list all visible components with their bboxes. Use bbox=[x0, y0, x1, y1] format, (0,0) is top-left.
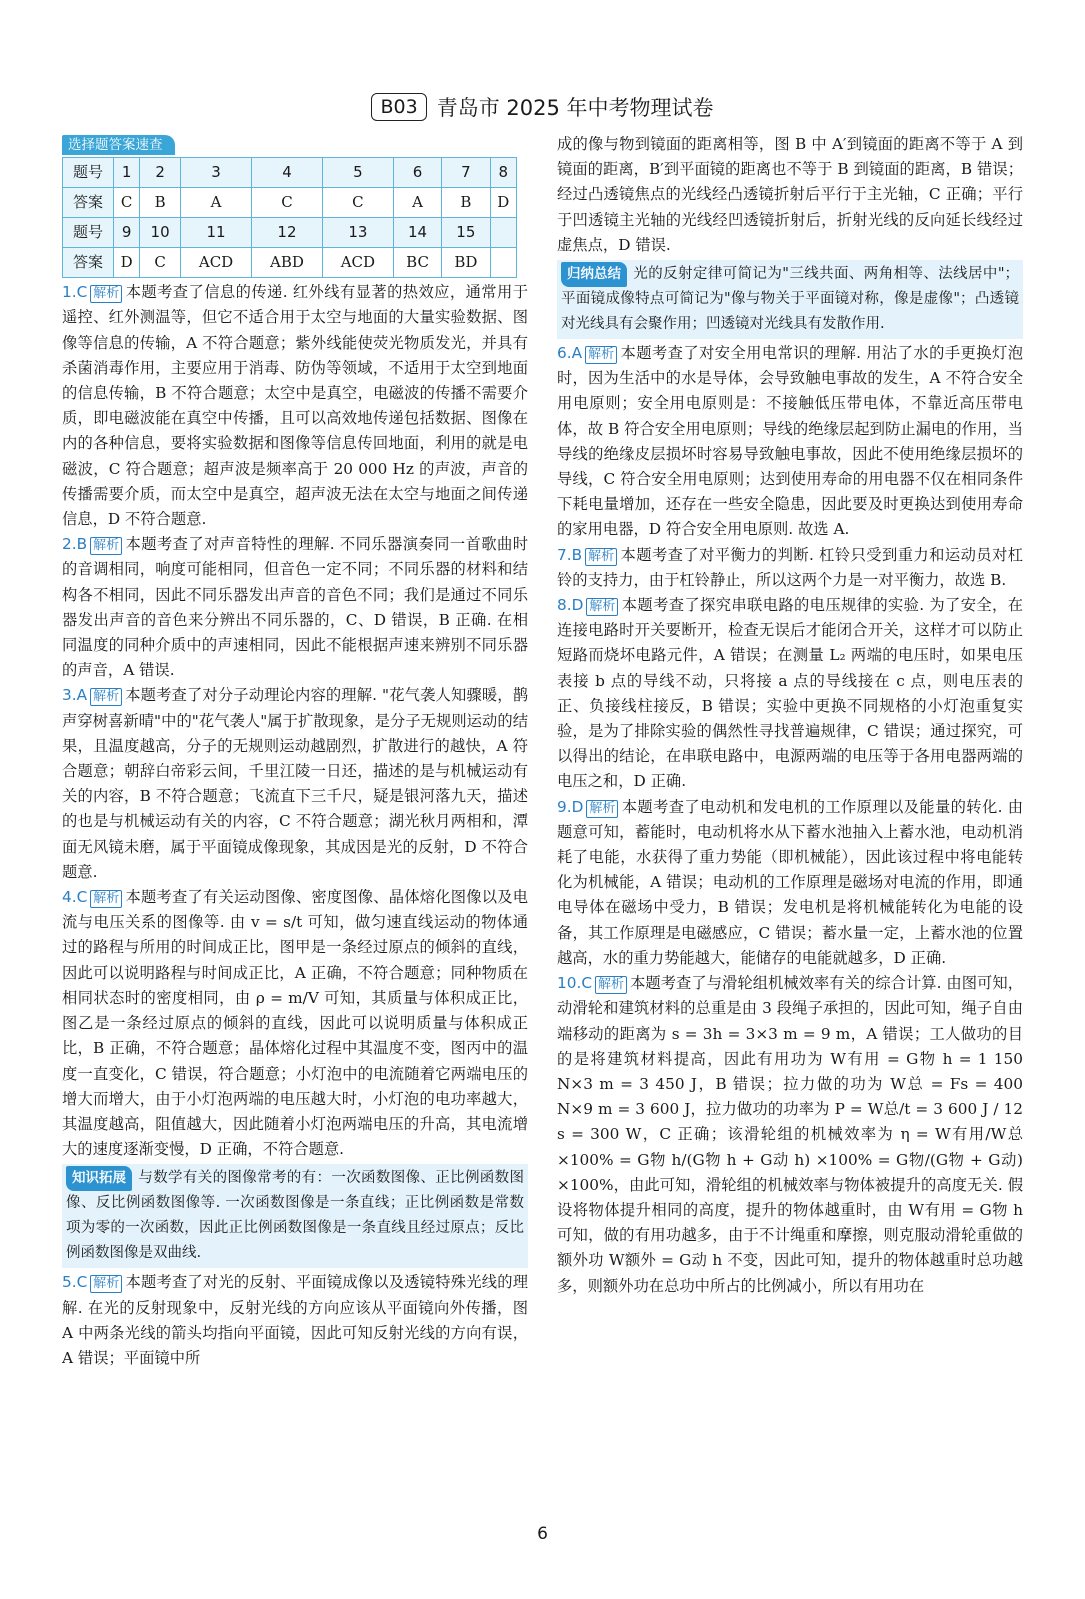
answer-cell: B bbox=[442, 188, 491, 218]
question-number: 3.A bbox=[62, 686, 88, 705]
question-number-cell: 6 bbox=[394, 158, 442, 188]
answer-cell: ABD bbox=[252, 248, 322, 278]
question-number-cell: 11 bbox=[180, 218, 251, 248]
answer-cell: B bbox=[140, 188, 181, 218]
answer-label: 答案 bbox=[63, 248, 114, 278]
answer-item-7 bbox=[557, 543, 1023, 593]
question-number-cell: 10 bbox=[140, 218, 181, 248]
analysis-tag: 解析 bbox=[585, 346, 617, 364]
answer-text: 本题考查了有关运动图像、密度图像、晶体熔化图像以及电流与电压关系的图像等. 由 v = s/t 可知，做匀速直线运动的物体通过的路程与所用的时间成正比，图甲是一条经过原点的倾斜的直线，因此可以说明路程与时间成正比，A 正确，不符合题意；同种物质在相同状态时的密度相同，由 ρ = m/V 可知，其质量与体积成正比，图乙是一条经过原点的倾斜的直线，因此可以说明质量与体积成正比，B 正确，不符合题意；晶体熔化过程中其温度不变，图丙中的温度一直变化，C 错误，符合题意；小灯泡中的电流随着它两端电压的增大而增大，由于小灯泡两端的电压越大时，小灯泡的电功率越大，其温度越高，阻值越大，因此随着小灯泡两端电压的升高，其电流增大的速度逐渐变慢，D 正确，不符合题意. bbox=[62, 888, 528, 1159]
summary-label: 归纳总结 bbox=[561, 262, 627, 287]
answer-cell: C bbox=[140, 248, 181, 278]
answer-text: 本题考查了对平衡力的判断. 杠铃只受到重力和运动员对杠铃的支持力，由于杠铃静止，所以这两个力是一对平衡力，故选 B. bbox=[557, 545, 1023, 589]
question-number: 8.D bbox=[557, 596, 584, 615]
answer-cell: ACD bbox=[322, 248, 393, 278]
answer-item-5 bbox=[62, 1270, 528, 1371]
question-number: 4.C bbox=[62, 888, 88, 907]
answer-cell: D bbox=[114, 248, 140, 278]
answer-cell: BD bbox=[442, 248, 491, 278]
question-number: 10.C bbox=[557, 974, 593, 993]
question-number-cell: 9 bbox=[114, 218, 140, 248]
question-number-cell: 5 bbox=[322, 158, 393, 188]
analysis-tag: 解析 bbox=[586, 800, 618, 818]
answer-cell: BC bbox=[394, 248, 442, 278]
answer-cell: ACD bbox=[180, 248, 251, 278]
answer-table-caption: 选择题答案速查 bbox=[62, 135, 175, 155]
analysis-tag: 解析 bbox=[90, 890, 122, 908]
question-number-label: 题号 bbox=[63, 158, 114, 188]
analysis-tag: 解析 bbox=[586, 598, 618, 616]
answer-cell: A bbox=[180, 188, 251, 218]
answer-item-6 bbox=[557, 341, 1023, 543]
answer-text: 本题考查了对安全用电常识的理解. 用沾了水的手更换灯泡时，因为生活中的水是导体，会导致触电事故的发生，A 不符合安全用电原则；安全用电原则是：不接触低压带电体，不靠近高压带电体，故 B 符合安全用电原则；导线的绝缘层起到防止漏电的作用，当导线的绝缘皮层损坏时容易导致触电事故，因此不使用绝缘层损坏的导线，C 符合安全用电原则；达到使用寿命的用电器不仅在相同条件下耗电量增加，还存在一些安全隐患，因此要及时更换达到使用寿命的家用电器，D 符合安全用电原则. 故选 A. bbox=[557, 344, 1023, 539]
answer-text: 本题考查了对分子动理论内容的理解. "花气袭人知骤暖，鹊声穿树喜新晴"中的"花气袭人"属于扩散现象，是分子无规则运动的结果，且温度越高，分子的无规则运动越剧烈，扩散进行的越快，A 符合题意；朝辞白帝彩云间，千里江陵一日还，描述的是与机械运动有关的内容，B 不符合题意；飞流直下三千尺，疑是银河落九天，描述的也是与机械运动有关的内容，C 不符合题意；湖光秋月两相和，潭面无风镜未磨，属于平面镜成像现象，其成因是光的反射，D 不符合题意. bbox=[62, 686, 528, 881]
answer-table bbox=[62, 157, 517, 278]
right-column bbox=[557, 132, 1023, 1299]
answer-text: 本题考查了对光的反射、平面镜成像以及透镜特殊光线的理解. 在光的反射现象中，反射光线的方向应该从平面镜向外传播，图 A 中两条光线的箭头均指向平面镜，因此可知反射光线的方向有误，A 错误；平面镜中所 bbox=[62, 1273, 528, 1367]
question-number-cell bbox=[490, 218, 516, 248]
analysis-tag: 解析 bbox=[90, 1275, 122, 1293]
answer-cell: C bbox=[114, 188, 140, 218]
question-number-cell: 8 bbox=[490, 158, 516, 188]
question-number-cell: 13 bbox=[322, 218, 393, 248]
question-number-cell: 14 bbox=[394, 218, 442, 248]
question-number-row bbox=[63, 158, 517, 188]
question-number: 9.D bbox=[557, 797, 584, 816]
question-number-cell: 15 bbox=[442, 218, 491, 248]
analysis-tag: 解析 bbox=[90, 688, 122, 706]
knowledge-extension-label: 知识拓展 bbox=[66, 1166, 132, 1191]
left-column bbox=[62, 132, 528, 1371]
question-number-label: 题号 bbox=[63, 218, 114, 248]
answer-cell: A bbox=[394, 188, 442, 218]
analysis-tag: 解析 bbox=[90, 537, 122, 555]
question-number-cell: 7 bbox=[442, 158, 491, 188]
answer-cell bbox=[490, 248, 516, 278]
answer-row bbox=[63, 188, 517, 218]
answer-cell: C bbox=[322, 188, 393, 218]
answer-item-8 bbox=[557, 593, 1023, 795]
answer-text: 本题考查了信息的传递. 红外线有显著的热效应，通常用于遥控、红外测温等，但它不适合用于太空与地面的大量实验数据、图像等信息的传输，A 不符合题意；紫外线能使荧光物质发光，并具有杀菌消毒作用，主要应用于消毒、防伪等领域，不适用于太空到地面的信息传输，B 不符合题意；太空中是真空，电磁波的传播不需要介质，即电磁波能在真空中传播，且可以高效地传递包括数据、图像在内的各种信息，要将实验数据和图像等信息传回地面，利用的就是电磁波，C 符合题意；超声波是频率高于 20 000 Hz 的声波，声音的传播需要介质，而太空中是真空，超声波无法在太空与地面之间传递信息，D 不符合题意. bbox=[62, 283, 528, 529]
answer-quick-check bbox=[62, 132, 528, 278]
page-number: 6 bbox=[537, 1524, 548, 1544]
question-number: 1.C bbox=[62, 283, 88, 302]
answer-item-5-continued bbox=[557, 132, 1023, 258]
answer-row bbox=[63, 248, 517, 278]
answer-text: 本题考查了探究串联电路的电压规律的实验. 为了安全，在连接电路时开关要断开，检查无误后才能闭合开关，这样才可以防止短路而烧坏电路元件，A 错误；在测量 L₂ 两端的电压时，如果电压表接 b 点的导线不动，只将接 a 点的导线接在 c 点，则电压表的正、负接线柱接反，B 错误；实验中更换不同规格的小灯泡重复实验，是为了排除实验的偶然性寻找普遍规律，C 错误；通过探究，可以得出的结论，在串联电路中，电源两端的电压等于各用电器两端的电压之和，D 正确. bbox=[557, 596, 1023, 791]
answer-text: 本题考查了与滑轮组机械效率有关的综合计算. 由图可知，动滑轮和建筑材料的总重是由 3 段绳子承担的，因此可知，绳子自由端移动的距离为 s = 3h = 3×3 m = 9 m，A 错误；工人做功的目的是将建筑材料提高，因此有用功为 W有用 = G物 h = 1 150 N×3 m = 3 450 J，B 错误；拉力做的功为 W总 = Fs = 400 N×9 m = 3 600 J，拉力做功的功率为 P = W总/t = 3 600 J / 12 s = 300 W，C 正确；该滑轮组的机械效率为 η = W有用/W总 ×100% = G物 h/(G物 h + G动 h) ×100% = G物/(G物 + G动) ×100%，由此可知，滑轮组的机械效率与物体被提升的高度无关. 假设将物体提升相同的高度，提升的物体越重时，由 W有用 = G物 h 可知，做的有用功越多，由于不计绳重和摩擦，则克服动滑轮重做的额外功 W额外 = G动 h 不变，因此可知，提升的物体越重时总功越多，则额外功在总功中所占的比例减小，所以有用功在 bbox=[557, 974, 1023, 1295]
question-number-cell: 12 bbox=[252, 218, 322, 248]
answer-item-2 bbox=[62, 532, 528, 683]
answer-item-3 bbox=[62, 683, 528, 885]
box-text: 光的反射定律可简记为"三线共面、两角相等、法线居中"；平面镜成像特点可简记为"像与物关于平面镜对称，像是虚像"；凸透镜对光线具有会聚作用；凹透镜对光线具有发散作用. bbox=[561, 266, 1019, 333]
question-number: 6.A bbox=[557, 344, 583, 363]
analysis-tag: 解析 bbox=[90, 285, 122, 303]
knowledge-extension-box bbox=[62, 1164, 528, 1268]
answer-item-9 bbox=[557, 795, 1023, 971]
page-header bbox=[0, 92, 1085, 122]
answer-text: 本题考查了对声音特性的理解. 不同乐器演奏同一首歌曲时的音调相同，响度可能相同，但音色一定不同；不同乐器的材料和结构各不相同，因此不同乐器发出声音的音色不同；我们是通过不同乐器发出声音的音色来分辨出不同乐器的，C、D 错误，B 正确. 在相同温度的同种介质中的声速相同，因此不能根据声速来辨别不同乐器的声音，A 错误. bbox=[62, 535, 528, 680]
exam-title: 青岛市 2025 年中考物理试卷 bbox=[436, 96, 714, 120]
question-number-cell: 4 bbox=[252, 158, 322, 188]
answer-item-1 bbox=[62, 280, 528, 532]
question-number: 5.C bbox=[62, 1273, 88, 1292]
box-text: 与数学有关的图像常考的有：一次函数图像、正比例函数图像、反比例函数图像等. 一次函数图像是一条直线；正比例函数是常数项为零的一次函数，因此正比例函数图像是一条直线且经过原点；反比例函数图像是双曲线. bbox=[66, 1170, 524, 1262]
answer-text: 成的像与物到镜面的距离相等，图 B 中 A′到镜面的距离不等于 A 到镜面的距离，B′到平面镜的距离也不等于 B 到镜面的距离，B 错误；经过凸透镜焦点的光线经凸透镜折射后平行于主光轴，C 正确；平行于凹透镜主光轴的光线经凹透镜折射后，折射光线的反向延长线经过虚焦点，D 错误. bbox=[557, 135, 1023, 254]
answer-item-4 bbox=[62, 885, 528, 1162]
exam-code-badge: B03 bbox=[371, 93, 426, 121]
analysis-tag: 解析 bbox=[595, 976, 627, 994]
question-number: 2.B bbox=[62, 535, 88, 554]
answer-cell: C bbox=[252, 188, 322, 218]
question-number-cell: 1 bbox=[114, 158, 140, 188]
answer-text: 本题考查了电动机和发电机的工作原理以及能量的转化. 由题意可知，蓄能时，电动机将水从下蓄水池抽入上蓄水池，电动机消耗了电能，水获得了重力势能（即机械能），因此该过程中将电能转化为机械能，A 错误；电动机的工作原理是磁场对电流的作用，即通电导体在磁场中受力，B 错误；发电机是将机械能转化为电能的设备，其工作原理是电磁感应，C 错误；蓄水量一定，上蓄水池的位置越高，水的重力势能越大，能储存的电能就越多，D 正确. bbox=[557, 797, 1023, 967]
question-number-cell: 3 bbox=[180, 158, 251, 188]
answer-label: 答案 bbox=[63, 188, 114, 218]
question-number: 7.B bbox=[557, 545, 583, 564]
question-number-cell: 2 bbox=[140, 158, 181, 188]
summary-box bbox=[557, 260, 1023, 339]
analysis-tag: 解析 bbox=[585, 548, 617, 566]
question-number-row bbox=[63, 218, 517, 248]
answer-cell: D bbox=[490, 188, 516, 218]
answer-item-10 bbox=[557, 971, 1023, 1299]
